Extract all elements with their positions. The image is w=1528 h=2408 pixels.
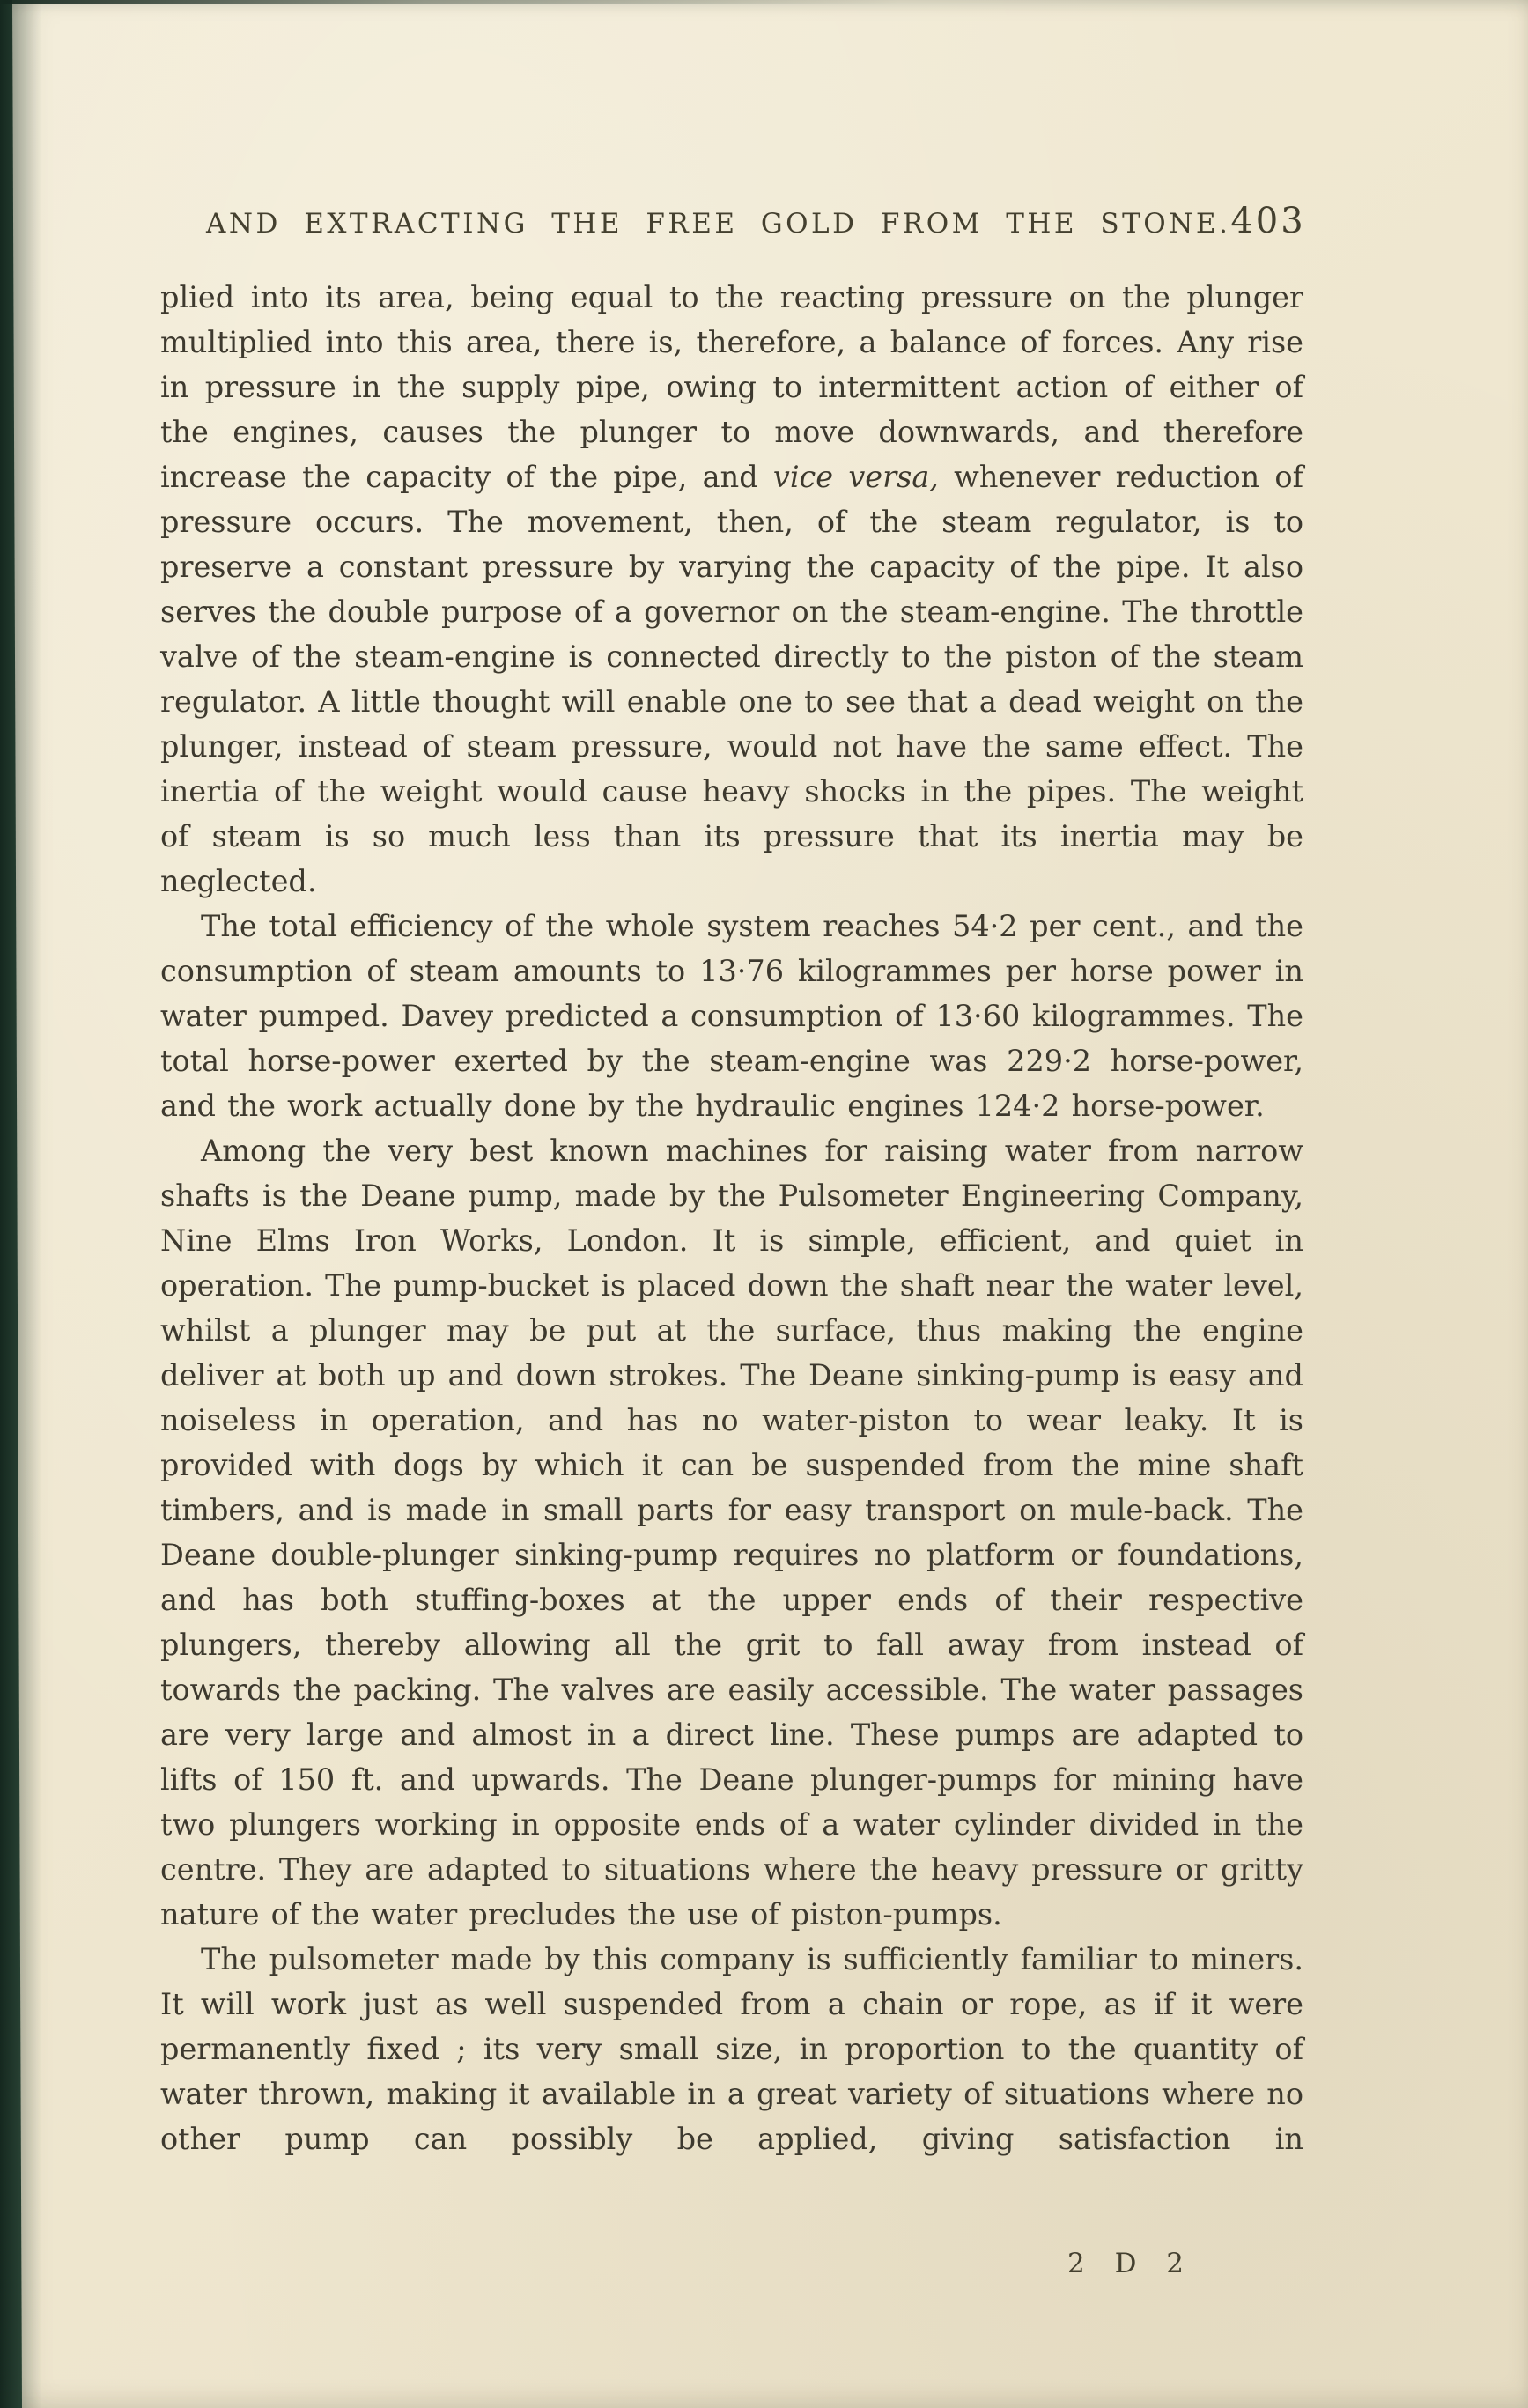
page-top-edge-shadow — [0, 0, 948, 4]
page-number: 403 — [1230, 201, 1306, 241]
paragraph-text: whenever reduction of pressure occurs. The movement, then, of the steam regulator, is to preserve a constant pressure by varying the capacity of the pipe. It also serves the double purpose of a governor on the steam-engine. The throttle valve of the steam-engine is connected directly to the piston of the steam regulator. A little thought will enable one to see that a dead weight on the plunger, instead of steam pressure, would not have the same effect. The inertia of the weight would cause heavy shocks in the pipes. The weight of steam is so much less than its pressure that its inertia may be neglected. — [160, 460, 1304, 898]
printer-signature: 2 D 2 — [1067, 2248, 1188, 2279]
page-body — [160, 275, 1303, 2161]
paragraph-text: plied into its area, being equal to the reacting pressure on the plunger multiplied into this area, there is, therefore, a balance of forces. Any rise in pressure in the supply pipe, owing to intermittent action of either of the engines, causes the plunger to move downwards, and therefore increase the capacity of the pipe, and — [160, 280, 1303, 494]
running-title: AND EXTRACTING THE FREE GOLD FROM THE STONE. — [206, 208, 1231, 240]
paragraph-1 — [160, 275, 1303, 904]
italic-phrase: vice versa, — [772, 460, 939, 494]
page-header — [160, 201, 1306, 241]
paragraph-3: Among the very best known machines for raising water from narrow shafts is the Deane pump, made by the Pulsometer Engineering Company, Nine Elms Iron Works, London. It is simple, efficient, and quiet in operation. The pump-bucket is placed down the shaft near the water level, whilst a plunger may be put at the surface, thus making the engine deliver at both up and down strokes. The Deane sinking-pump is easy and noiseless in operation, and has no water-piston to wear leaky. It is provided with dogs by which it can be suspended from the mine shaft timbers, and is made in small parts for easy transport on mule-back. The Deane double-plunger sinking-pump requires no platform or foundations, and has both stuffing-boxes at the upper ends of their respective plungers, thereby allowing all the grit to fall away from instead of towards the packing. The valves are easily accessible. The water passages are very large and almost in a direct line. These pumps are adapted to lifts of 150 ft. and upwards. The Deane plunger-pumps for mining have two plungers working in opposite ends of a water cylinder divided in the centre. They are adapted to situations where the heavy pressure or gritty nature of the water precludes the use of piston-pumps. — [160, 1134, 1303, 1932]
paragraph-2: The total efficiency of the whole system reaches 54·2 per cent., and the consumption of steam amounts to 13·76 kilogrammes per horse power in water pumped. Davey predicted a consumption of 13·60 kilogrammes. The total horse-power exerted by the steam-engine was 229·2 horse-power, and the work actually done by the hydraulic engines 124·2 horse-power. — [160, 909, 1303, 1123]
paragraph-4: The pulsometer made by this company is sufficiently familiar to miners. It will work just as well suspended from a chain or rope, as if it were permanently fixed ; its very small size, in proportion to the quantity of water thrown, making it available in a great variety of situations where no other pump can possibly be applied, giving satisfaction in — [160, 1942, 1303, 2156]
